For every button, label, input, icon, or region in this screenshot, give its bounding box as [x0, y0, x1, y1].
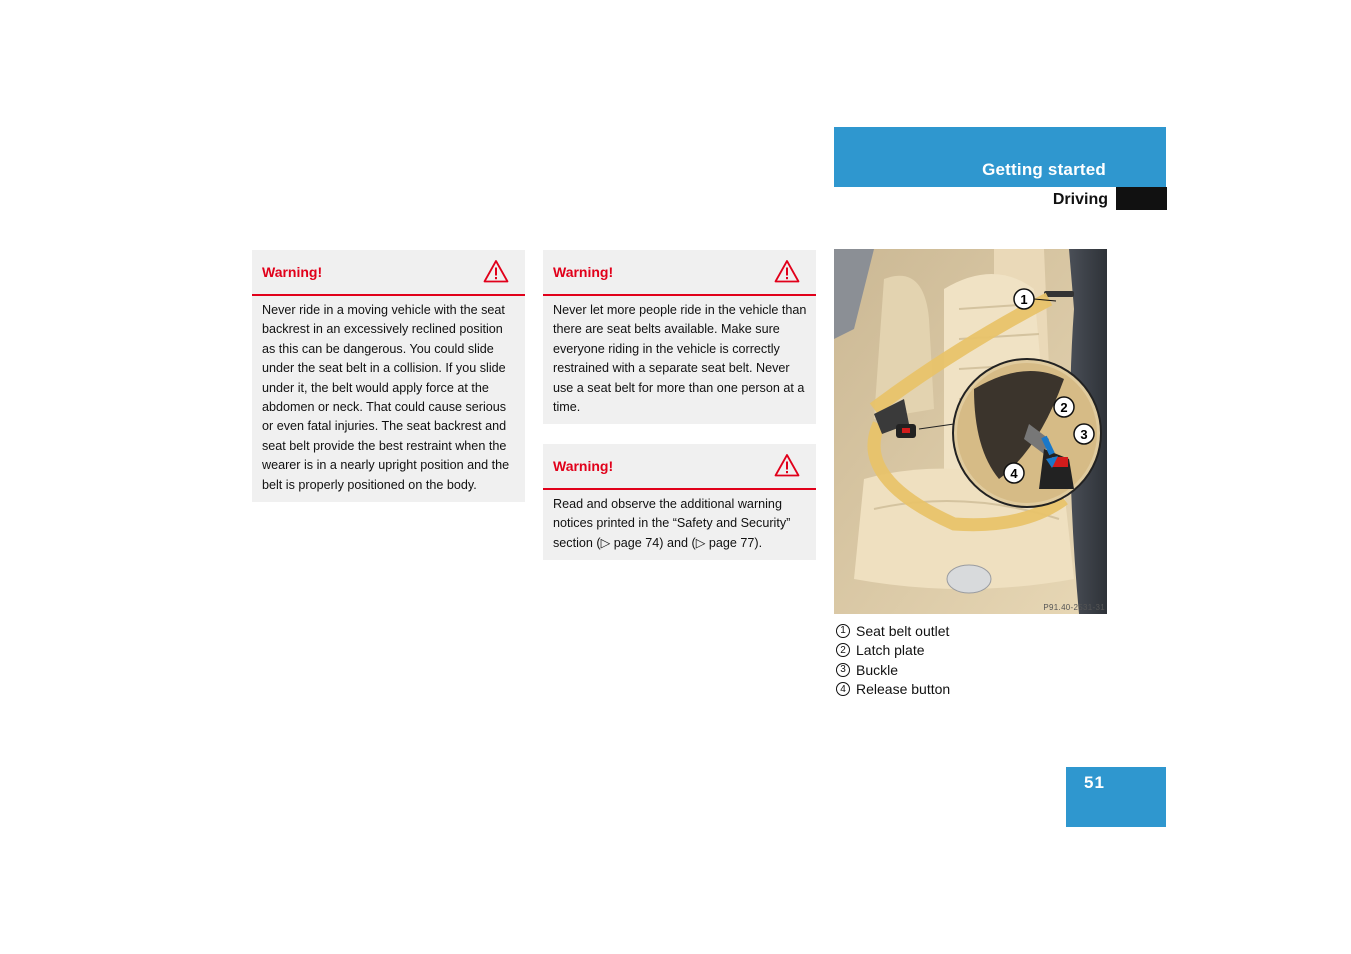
warning-text: Read and observe the additional warning notices printed in the “Safety and Security” section (▷ page 74) and (▷ page 77).: [553, 497, 791, 550]
svg-text:2: 2: [1060, 400, 1068, 415]
seat-belt-illustration: [834, 249, 1107, 614]
subsection-marker: [1116, 187, 1167, 210]
warning-box-seat-count: [543, 250, 816, 424]
svg-text:3: 3: [1080, 427, 1088, 442]
legend-item: [834, 621, 1134, 641]
warning-box-seat-recline: [252, 250, 525, 502]
legend-number: 3: [836, 663, 850, 677]
page-number: 51: [1084, 773, 1105, 792]
warning-triangle-icon: [774, 453, 800, 477]
callout-4: [1004, 463, 1024, 483]
figure-code: P91.40-2531-31: [1043, 603, 1105, 612]
warning-label: Warning!: [553, 264, 614, 280]
warning-box-additional-notices: [543, 444, 816, 560]
warning-label: Warning!: [553, 458, 614, 474]
warning-header: [543, 250, 816, 296]
legend-number: 2: [836, 643, 850, 657]
svg-text:4: 4: [1010, 466, 1018, 481]
legend-number: 1: [836, 624, 850, 638]
page-number-box: [1066, 767, 1166, 827]
section-header: [834, 127, 1166, 187]
svg-text:1: 1: [1020, 292, 1028, 307]
section-title: Getting started: [982, 160, 1106, 179]
seat-belt-drawing: [834, 249, 1107, 614]
legend-label: Release button: [856, 681, 951, 698]
legend-item: [834, 660, 1134, 680]
legend-label: Latch plate: [856, 642, 925, 659]
legend-label: Buckle: [856, 661, 899, 678]
legend-number: 4: [836, 682, 850, 696]
figure-legend: [834, 621, 1134, 699]
warning-text: Never let more people ride in the vehicle than there are seat belts available. Make sure everyone riding in the vehicle is correctly restrained with a separate seat belt. Never use a seat belt for more than one person at a time.: [553, 303, 807, 415]
warning-header: [543, 444, 816, 490]
callout-3: [1074, 424, 1094, 444]
subsection-title: Driving: [1052, 191, 1108, 208]
legend-label: Seat belt outlet: [856, 622, 950, 639]
legend-item: [834, 641, 1134, 661]
legend-item: [834, 680, 1134, 700]
warning-text: Never ride in a moving vehicle with the seat backrest in an excessively reclined position as this can be dangerous. You could slide under the seat belt in a collision. If you slide under it, the belt would apply force at the abdomen or neck. That could cause serious or even fatal injuries. The seat backrest and seat belt provide the best restraint when the wearer is in a nearly upright position and the belt is properly positioned on the body.: [262, 303, 510, 492]
warning-triangle-icon: [483, 259, 509, 283]
callout-2: [1054, 397, 1074, 417]
warning-header: [252, 250, 525, 296]
warning-label: Warning!: [262, 264, 323, 280]
warning-triangle-icon: [774, 259, 800, 283]
